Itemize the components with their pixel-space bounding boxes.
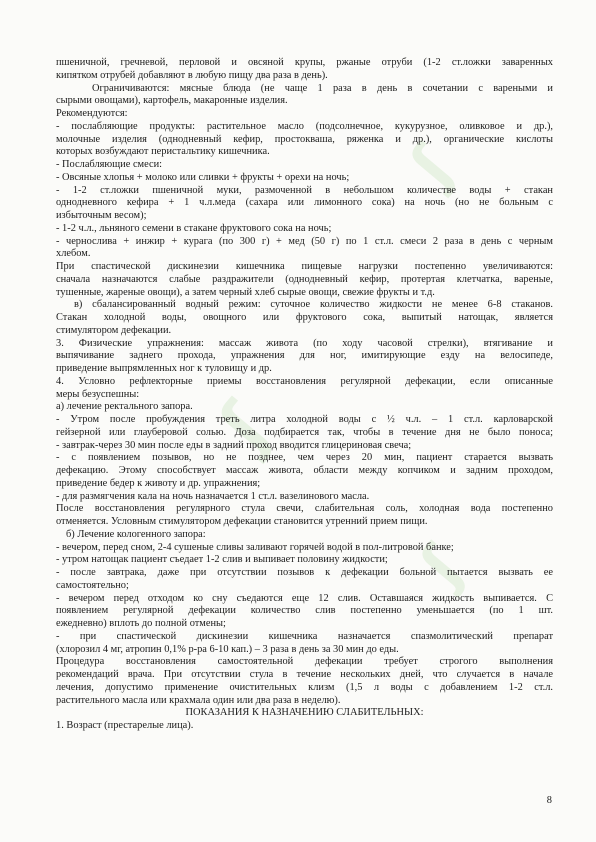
text-line: - с появлением позывов, но не позднее, чем через 20 мин, пациент старается вызвать [56,452,553,464]
text-line: - черносливa + инжир + курага (по 300 г) + мед (50 г) по 1 ст.л. смеси 2 раза в день с черным [56,235,553,247]
text-line: отменяется. Условным стимулятором дефекации становится утренний прием пищи. [56,516,428,527]
text-line: приведение выпрямленных ног к туловищу и др. [56,363,272,374]
text-line: а) лечение ректального запора. [56,401,193,413]
text-line: - завтрак-через 30 мин после еды в задний проход вводится глицериновая свеча; [56,439,412,451]
text-line: 4. Условно рефлекторные приемы восстановления регулярной дефекации, если описанные [56,375,553,387]
text-line: появлением регулярной дефекации количество слив постепенно уменьшается (по 1 шт. [56,605,553,617]
text-line: 1. Возраст (престарелые лица). [56,720,194,731]
text-line: (хлорозил 4 мг, атропин 0,1% р-ра 6-10 кап.) – 3 раза в день за 30 мин до еды. [56,643,399,655]
watermark-glyph: ʃ [397,134,467,199]
text-line: - вечером перед отходом ко сну съедаются еще 12 слив. Оставшаяся жидкость выпивается. С [56,592,553,604]
text-line: приведение бедер к животу и др. упражнения; [56,477,261,489]
text-line: - после завтрака, даже при отсутствии позывов к дефекации больной пытается вызвать ее [56,567,553,578]
text-line: кипятком отрубей добавляют в любую пищу два раза в день). [56,69,328,81]
text-line: сырыми овощами), картофель, макаронные изделия. [56,95,288,107]
text-line: Ограничиваются: мясные блюда (не чаще 1 раза в день в сочетании с вареными и [92,82,553,94]
text-line: Рекомендуются: [56,108,128,119]
text-line: - Овсяные хлопья + молоко или сливки + фрукты + орехи на ночь; [56,171,350,183]
text-line: сначала назначаются слабые раздражители (однодневный кефир, протертая клетчатка, вареные, [56,273,553,285]
text-line: ежедневно) вплоть до полной отмены; [56,618,226,629]
text-line: - послабляющие продукты: растительное масло (подсолнечное, кукурузное, оливковое и др.), [56,120,553,132]
text-line: меры безуспешны: [56,388,140,400]
text-line: выпячивание заднего прохода, упражнения для ног, имитирующие езду на велосипеде, [56,350,553,362]
text-line: - Послабляющие смеси: [56,159,163,170]
text-line: После восстановления регулярного стула свечи, слабительная соль, холодная вода постепенно [56,503,553,515]
text-line: лечения, допустимо применение очистительных клизм (1,5 л воды с добавлением 1-2 ст.л. [56,681,553,693]
text-line: молочные изделия (однодневный кефир, простокваша, ряженка и др.), органические кислоты [56,133,553,145]
text-line: - 1-2 ст.ложки пшеничной муки, размоченной в небольшом количестве воды + стакан [56,184,553,196]
text-line: растительного масла или крахмала один или два раза в неделю). [56,694,341,706]
text-line: тушенные, жареные овощи), а затем черный хлеб сырые овощи, свежие фрукты и т.д. [56,286,435,298]
text-line: в) сбалансированный водный режим: суточное количество жидкости не менее 6-8 стаканов. [74,299,553,311]
text-line: гейзерной или глауберовой солью. Доза подбирается так, чтобы в течение дня не было поноса; [56,426,553,438]
text-line: 3. Физические упражнения: массаж живота (по ходу часовой стрелки), втягивание и [56,337,553,349]
text-line: хлебом. [56,248,91,260]
text-line: стимулятором дефекации. [56,324,172,336]
text-line: избыточным весом); [56,210,147,221]
text-line: - при спастической дискинезии кишечника назначается спазмолитический препарат [56,630,553,642]
page-number: 8 [546,795,552,806]
text-line: - вечером, перед сном, 2-4 сушеные сливы заливают горячей водой в пол-литровой банке; [56,541,454,553]
text-line: рекомендаций врача. При отсутствии стула в течение нескольких дней, что случается в начале [56,669,553,680]
text-line: - 1-2 ч.л., льняного семени в стакане фруктового сока на ночь; [56,222,332,234]
text-line: Процедура восстановления самостоятельной дефекации требует строгого выполнения [56,656,553,668]
text-line: которых возбуждают перистальтику кишечника. [56,146,270,158]
text-line: - Утром после пробуждения треть литра холодной воды с ½ ч.л. – 1 ст.л. карловарской [56,414,553,425]
text-line: б) Лечение кологенного запора: [66,528,206,540]
watermark-glyph: ʃ [203,388,285,464]
text-line: однодневного кефира + 1 ч.л.меда (сахара или лимонного сока) на ночь (но не больным с [56,197,553,209]
text-line: пшеничной, гречневой, перловой и овсяной крупы, ржаные отруби (1-2 ст.ложки заваренных [56,57,553,68]
text-line: дефекацию. Этому способствует массаж живота, области между копчиком и задним проходом, [56,465,553,476]
text-line: - для размягчения кала на ночь назначается 1 ст.л. вазелинового масла. [56,490,370,502]
text-line: самостоятельно; [56,579,129,591]
text-line: - утром натощак пациент съедает 1-2 слив и выпивает половину жидкости; [56,554,388,566]
section-heading: ПОКАЗАНИЯ К НАЗНАЧЕНИЮ СЛАБИТЕЛЬНЫХ: [185,707,424,719]
text-line: При спастической дискинезии кишечника пищевые нагрузки постепенно увеличиваются: [56,261,553,272]
watermark-glyph: ʃ [407,534,477,599]
body-text [56,57,553,733]
text-line: Стакан холодной воды, овощного или фруктового сока, выпитый натощак, является [56,312,553,323]
